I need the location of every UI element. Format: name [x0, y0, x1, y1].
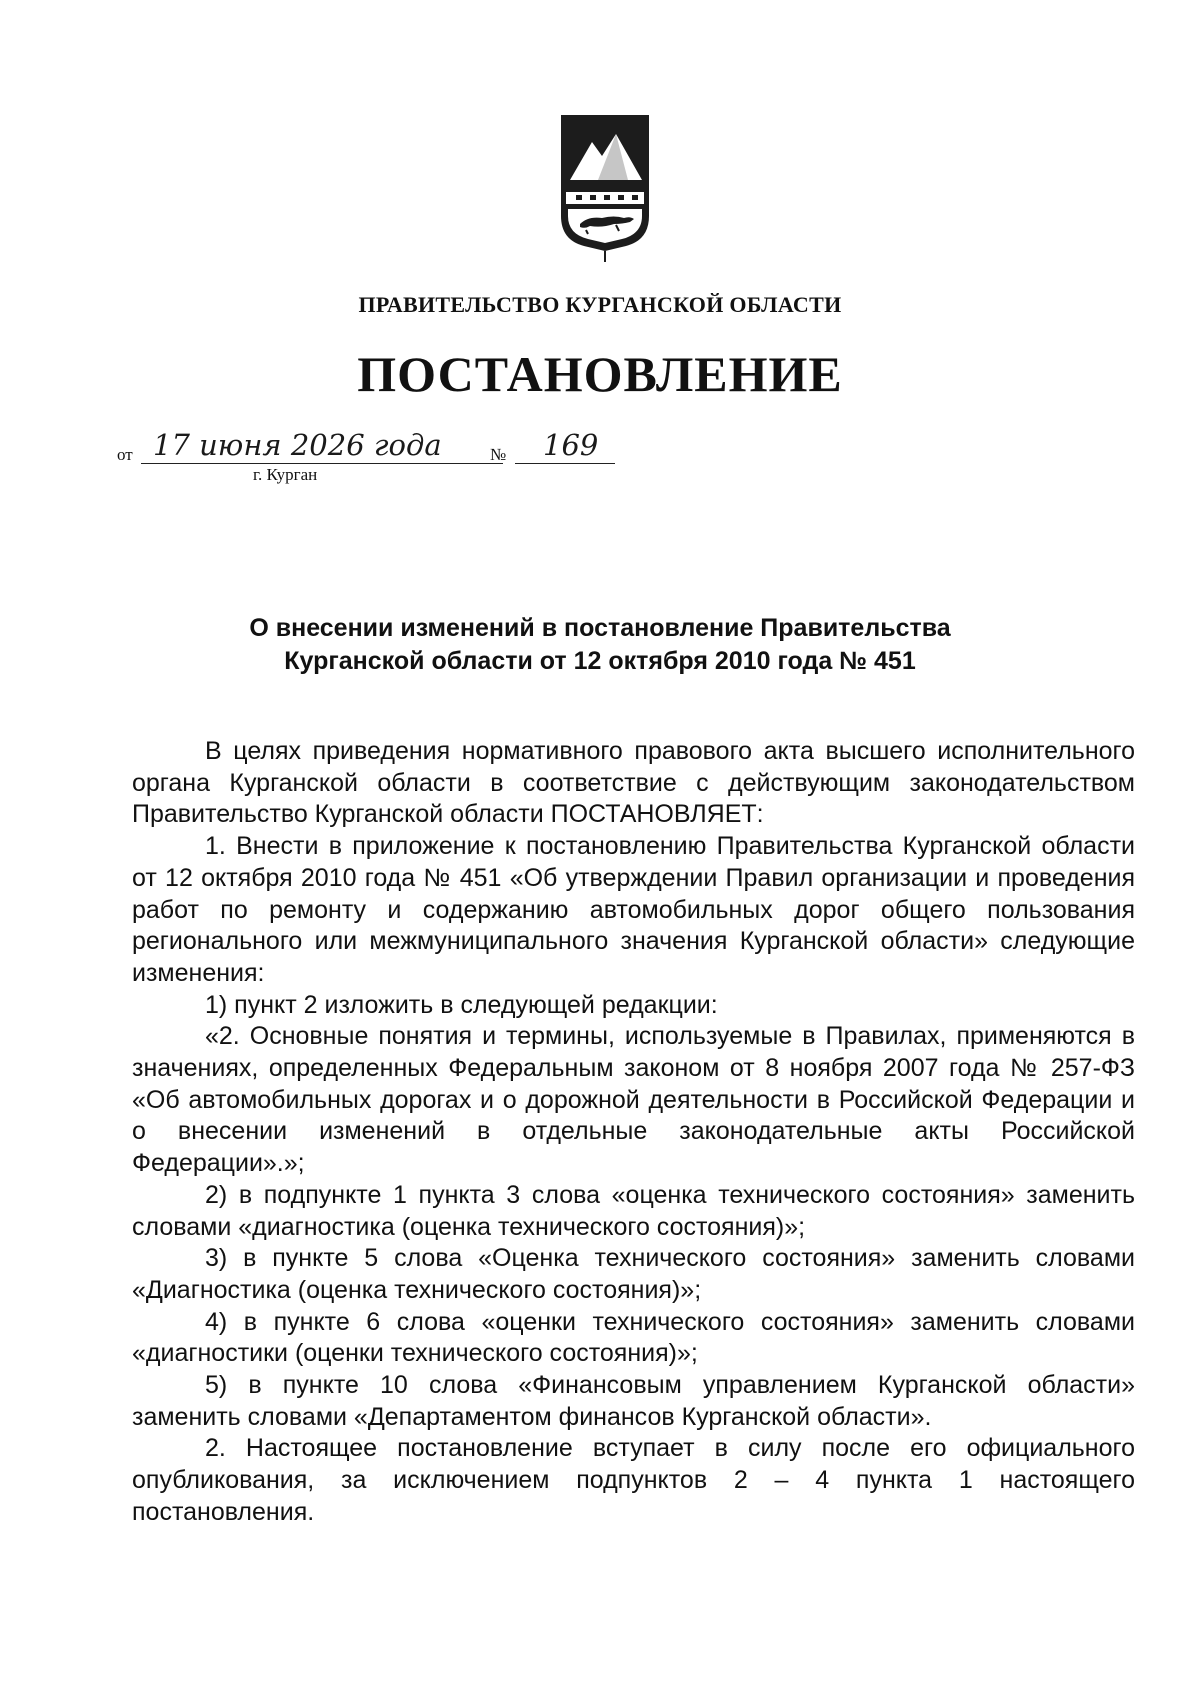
- date-handwritten: 17 июня 2026 года: [153, 428, 442, 462]
- paragraph-item-1: 1. Внести в приложение к постановлению Правительства Курганской области от 12 октября 2010 года № 451 «Об утверждении Правил организации и проведения работ по ремонту и содержанию автомобильных дорог общего пользования регионального или межмуниципального значения Курганской области» следующие изменения:: [132, 832, 1135, 987]
- date-underline: [141, 463, 503, 464]
- paragraph-subitem-1: 1) пункт 2 изложить в следующей редакции:: [205, 990, 718, 1019]
- paragraph-item-2: 2. Настоящее постановление вступает в силу после его официального опубликования, за исключением подпунктов 2 – 4 пункта 1 настоящего постановления.: [132, 1434, 1135, 1526]
- date-from-label: от: [117, 445, 133, 464]
- paragraph-subitem-5: 5) в пункте 10 слова «Финансовым управлением Курганской области» заменить словами «Департаментом финансов Курганской области».: [132, 1371, 1135, 1431]
- paragraph-preamble: В целях приведения нормативного правового акта высшего исполнительного органа Курганской области в соответствие с действующим законодательством Правительство Курганской области ПОСТАНОВЛЯЕТ:: [132, 737, 1135, 829]
- number-underline: [515, 463, 615, 464]
- paragraph-quoted-point-2: «2. Основные понятия и термины, используемые в Правилах, применяются в значениях, определенных Федеральным законом от 8 ноября 2007 года № 257-ФЗ «Об автомобильных дорогах и о дорожной деятельности в Российской Федерации и о внесении изменений в отдельные законодательные акты Российской Федерации».»;: [132, 1022, 1135, 1178]
- document-title: [0, 612, 1200, 678]
- title-line-2: Курганской области от 12 октября 2010 года № 451: [284, 647, 916, 675]
- number-handwritten: 169: [543, 428, 599, 462]
- organization-name: ПРАВИТЕЛЬСТВО КУРГАНСКОЙ ОБЛАСТИ: [358, 292, 842, 317]
- document-type: ПОСТАНОВЛЕНИЕ: [357, 346, 843, 402]
- document-body: [132, 736, 1135, 1529]
- paragraph-subitem-2: 2) в подпункте 1 пункта 3 слова «оценка технического состояния» заменить словами «диагностика (оценка технического состояния)»;: [132, 1180, 1135, 1241]
- number-label: №: [490, 445, 507, 464]
- kurgan-region-coat-of-arms-icon: [558, 112, 652, 262]
- title-line-1: О внесении изменений в постановление Правительства: [249, 614, 951, 642]
- date-number-line: [117, 428, 637, 492]
- paragraph-subitem-4: 4) в пункте 6 слова «оценки технического состояния» заменить словами «диагностики (оценки технического состояния)»;: [132, 1307, 1135, 1368]
- paragraph-subitem-3: 3) в пункте 5 слова «Оценка технического состояния» заменить словами «Диагностика (оценка технического состояния)»;: [132, 1244, 1135, 1304]
- city-label: г. Курган: [253, 465, 318, 484]
